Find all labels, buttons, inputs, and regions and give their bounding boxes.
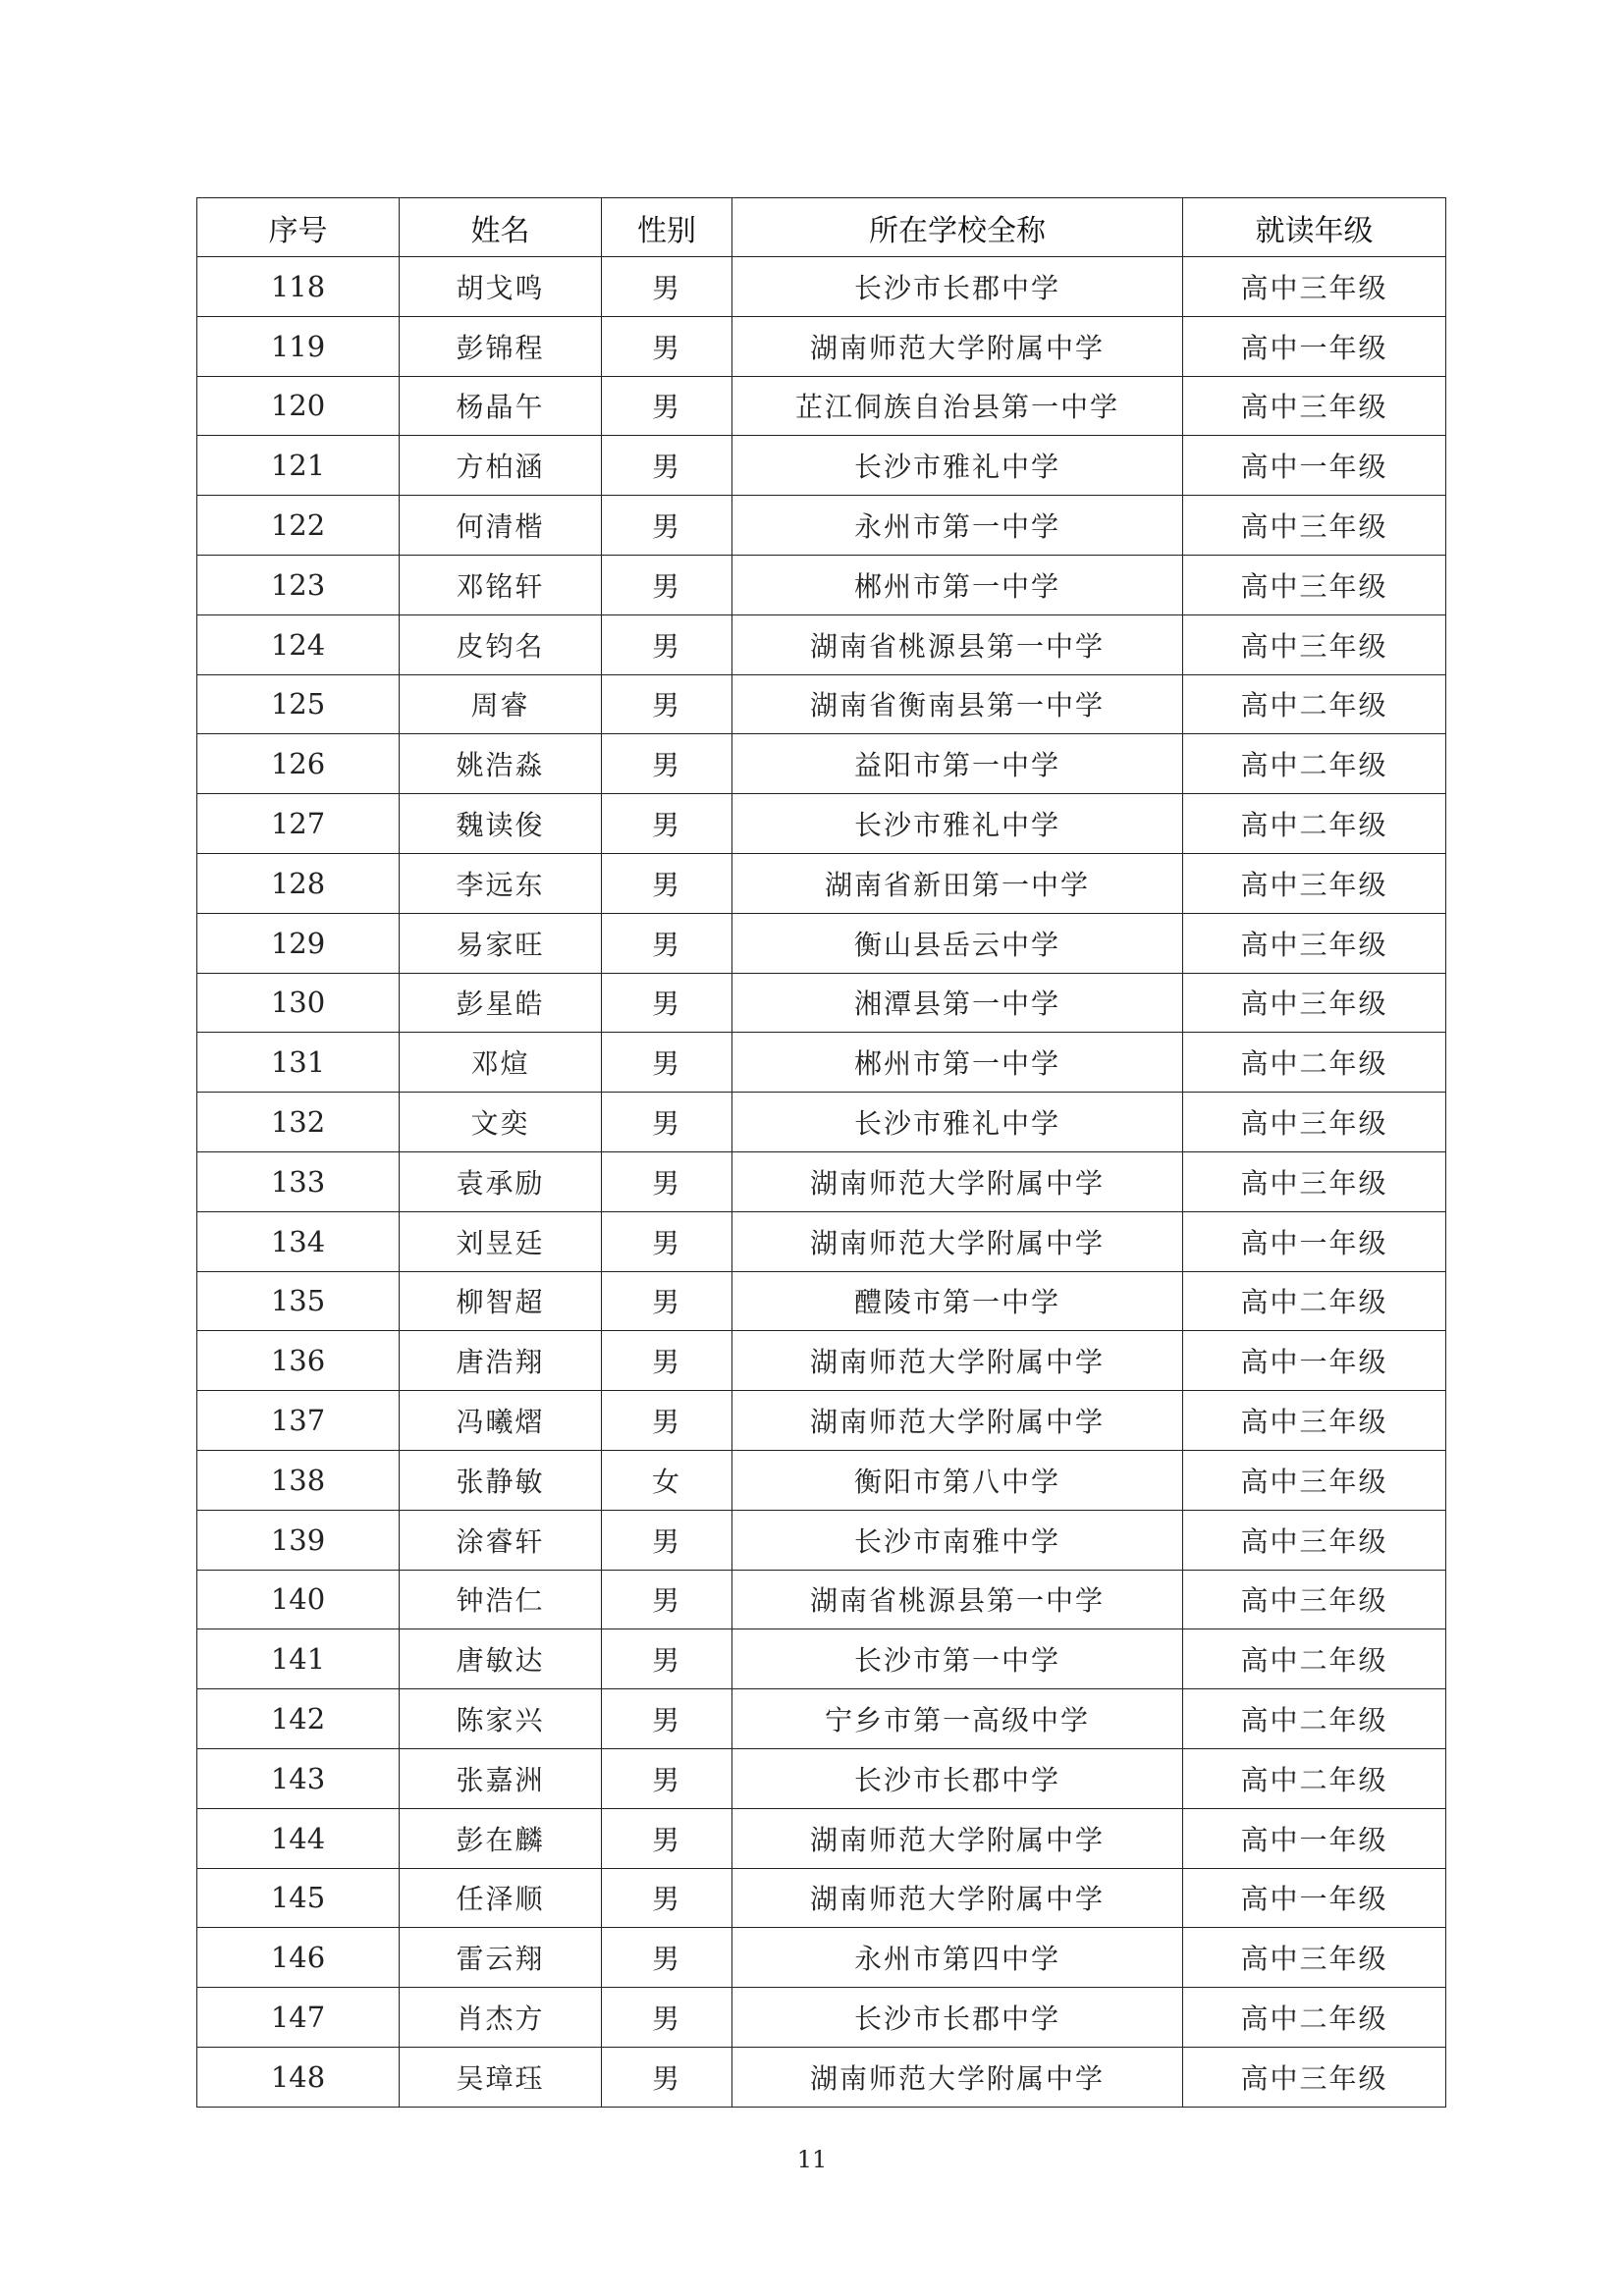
table-body	[197, 257, 1446, 2108]
cell-gender: 男	[602, 973, 732, 1033]
table-row	[197, 1928, 1446, 1988]
cell-serial-number: 136	[197, 1331, 400, 1391]
cell-name: 李远东	[400, 853, 602, 913]
table-row	[197, 1748, 1446, 1808]
student-roster-table	[196, 197, 1446, 2108]
cell-grade: 高中三年级	[1183, 614, 1446, 674]
cell-serial-number: 127	[197, 794, 400, 854]
cell-grade: 高中二年级	[1183, 674, 1446, 734]
table-row	[197, 555, 1446, 614]
table-row	[197, 1391, 1446, 1451]
cell-serial-number: 119	[197, 316, 400, 376]
cell-gender: 男	[602, 1510, 732, 1570]
cell-grade: 高中二年级	[1183, 1748, 1446, 1808]
cell-gender: 男	[602, 794, 732, 854]
cell-school: 湖南师范大学附属中学	[732, 1211, 1183, 1271]
cell-gender: 男	[602, 1033, 732, 1093]
table-row	[197, 913, 1446, 973]
cell-school: 芷江侗族自治县第一中学	[732, 376, 1183, 436]
cell-name: 任泽顺	[400, 1868, 602, 1928]
cell-serial-number: 146	[197, 1928, 400, 1988]
cell-school: 长沙市长郡中学	[732, 1748, 1183, 1808]
cell-name: 涂睿轩	[400, 1510, 602, 1570]
cell-gender: 男	[602, 614, 732, 674]
cell-school: 益阳市第一中学	[732, 734, 1183, 794]
cell-grade: 高中二年级	[1183, 1988, 1446, 2048]
cell-school: 湖南师范大学附属中学	[732, 1151, 1183, 1211]
cell-school: 湖南省衡南县第一中学	[732, 674, 1183, 734]
header-school: 所在学校全称	[732, 198, 1183, 257]
cell-serial-number: 121	[197, 436, 400, 496]
cell-school: 长沙市长郡中学	[732, 257, 1183, 317]
cell-name: 方柏涵	[400, 436, 602, 496]
page-number: 11	[796, 2146, 828, 2173]
cell-name: 吴璋珏	[400, 2047, 602, 2107]
cell-name: 何清楷	[400, 496, 602, 556]
table-row	[197, 853, 1446, 913]
table-row	[197, 1808, 1446, 1868]
cell-school: 宁乡市第一高级中学	[732, 1689, 1183, 1749]
cell-grade: 高中二年级	[1183, 1629, 1446, 1689]
cell-serial-number: 120	[197, 376, 400, 436]
cell-name: 皮钧名	[400, 614, 602, 674]
cell-serial-number: 143	[197, 1748, 400, 1808]
cell-school: 长沙市长郡中学	[732, 1988, 1183, 2048]
cell-name: 唐浩翔	[400, 1331, 602, 1391]
cell-grade: 高中一年级	[1183, 1868, 1446, 1928]
table-row	[197, 1093, 1446, 1152]
table-row	[197, 436, 1446, 496]
table-row	[197, 1988, 1446, 2048]
cell-name: 邓煊	[400, 1033, 602, 1093]
cell-grade: 高中三年级	[1183, 853, 1446, 913]
cell-serial-number: 126	[197, 734, 400, 794]
table-row	[197, 1271, 1446, 1331]
cell-gender: 女	[602, 1450, 732, 1510]
table-header-row	[197, 198, 1446, 257]
cell-serial-number: 132	[197, 1093, 400, 1152]
table-row	[197, 2047, 1446, 2107]
cell-serial-number: 125	[197, 674, 400, 734]
cell-gender: 男	[602, 1868, 732, 1928]
cell-gender: 男	[602, 1570, 732, 1629]
cell-serial-number: 123	[197, 555, 400, 614]
cell-grade: 高中三年级	[1183, 1151, 1446, 1211]
cell-name: 胡戈鸣	[400, 257, 602, 317]
cell-gender: 男	[602, 1093, 732, 1152]
cell-gender: 男	[602, 1151, 732, 1211]
cell-name: 钟浩仁	[400, 1570, 602, 1629]
cell-name: 邓铭轩	[400, 555, 602, 614]
cell-name: 姚浩淼	[400, 734, 602, 794]
cell-serial-number: 135	[197, 1271, 400, 1331]
cell-grade: 高中三年级	[1183, 1391, 1446, 1451]
cell-gender: 男	[602, 1689, 732, 1749]
cell-gender: 男	[602, 1331, 732, 1391]
cell-school: 湖南师范大学附属中学	[732, 1331, 1183, 1391]
cell-gender: 男	[602, 1271, 732, 1331]
table-row	[197, 1689, 1446, 1749]
cell-gender: 男	[602, 1748, 732, 1808]
cell-serial-number: 128	[197, 853, 400, 913]
cell-gender: 男	[602, 496, 732, 556]
header-grade: 就读年级	[1183, 198, 1446, 257]
cell-school: 长沙市雅礼中学	[732, 794, 1183, 854]
cell-gender: 男	[602, 555, 732, 614]
header-name: 姓名	[400, 198, 602, 257]
cell-school: 衡阳市第八中学	[732, 1450, 1183, 1510]
cell-gender: 男	[602, 913, 732, 973]
header-serial-number: 序号	[197, 198, 400, 257]
cell-name: 周睿	[400, 674, 602, 734]
cell-grade: 高中三年级	[1183, 1570, 1446, 1629]
cell-school: 永州市第一中学	[732, 496, 1183, 556]
cell-school: 湖南师范大学附属中学	[732, 2047, 1183, 2107]
table-row	[197, 1211, 1446, 1271]
cell-gender: 男	[602, 853, 732, 913]
cell-school: 湖南师范大学附属中学	[732, 1391, 1183, 1451]
cell-grade: 高中二年级	[1183, 794, 1446, 854]
cell-name: 肖杰方	[400, 1988, 602, 2048]
table-row	[197, 1868, 1446, 1928]
cell-gender: 男	[602, 2047, 732, 2107]
cell-serial-number: 118	[197, 257, 400, 317]
cell-name: 易家旺	[400, 913, 602, 973]
cell-serial-number: 142	[197, 1689, 400, 1749]
cell-school: 长沙市雅礼中学	[732, 436, 1183, 496]
cell-name: 雷云翔	[400, 1928, 602, 1988]
table-row	[197, 1450, 1446, 1510]
cell-serial-number: 145	[197, 1868, 400, 1928]
cell-name: 冯曦熠	[400, 1391, 602, 1451]
cell-serial-number: 138	[197, 1450, 400, 1510]
cell-school: 郴州市第一中学	[732, 555, 1183, 614]
cell-serial-number: 140	[197, 1570, 400, 1629]
cell-school: 长沙市第一中学	[732, 1629, 1183, 1689]
table-row	[197, 1510, 1446, 1570]
cell-grade: 高中二年级	[1183, 1689, 1446, 1749]
cell-name: 彭在麟	[400, 1808, 602, 1868]
cell-serial-number: 130	[197, 973, 400, 1033]
cell-name: 袁承励	[400, 1151, 602, 1211]
table-row	[197, 1033, 1446, 1093]
cell-gender: 男	[602, 734, 732, 794]
table-row	[197, 376, 1446, 436]
cell-grade: 高中三年级	[1183, 2047, 1446, 2107]
table-row	[197, 973, 1446, 1033]
cell-gender: 男	[602, 1808, 732, 1868]
cell-gender: 男	[602, 316, 732, 376]
cell-grade: 高中三年级	[1183, 555, 1446, 614]
cell-name: 文奕	[400, 1093, 602, 1152]
cell-name: 张静敏	[400, 1450, 602, 1510]
cell-serial-number: 124	[197, 614, 400, 674]
cell-school: 湖南省桃源县第一中学	[732, 1570, 1183, 1629]
cell-gender: 男	[602, 1391, 732, 1451]
cell-school: 衡山县岳云中学	[732, 913, 1183, 973]
cell-school: 长沙市雅礼中学	[732, 1093, 1183, 1152]
cell-name: 唐敏达	[400, 1629, 602, 1689]
cell-grade: 高中三年级	[1183, 913, 1446, 973]
cell-grade: 高中三年级	[1183, 1450, 1446, 1510]
cell-school: 湖南师范大学附属中学	[732, 1808, 1183, 1868]
cell-grade: 高中三年级	[1183, 257, 1446, 317]
cell-school: 长沙市南雅中学	[732, 1510, 1183, 1570]
table-row	[197, 496, 1446, 556]
cell-school: 醴陵市第一中学	[732, 1271, 1183, 1331]
cell-serial-number: 148	[197, 2047, 400, 2107]
cell-name: 杨晶午	[400, 376, 602, 436]
cell-name: 陈家兴	[400, 1689, 602, 1749]
cell-serial-number: 141	[197, 1629, 400, 1689]
cell-school: 湖南师范大学附属中学	[732, 1868, 1183, 1928]
cell-name: 魏读俊	[400, 794, 602, 854]
cell-name: 柳智超	[400, 1271, 602, 1331]
cell-gender: 男	[602, 257, 732, 317]
table-row	[197, 794, 1446, 854]
cell-gender: 男	[602, 1629, 732, 1689]
cell-grade: 高中三年级	[1183, 496, 1446, 556]
table-row	[197, 257, 1446, 317]
cell-gender: 男	[602, 436, 732, 496]
table-row	[197, 1570, 1446, 1629]
cell-grade: 高中三年级	[1183, 376, 1446, 436]
cell-name: 彭星皓	[400, 973, 602, 1033]
cell-gender: 男	[602, 1928, 732, 1988]
cell-grade: 高中二年级	[1183, 1033, 1446, 1093]
cell-gender: 男	[602, 674, 732, 734]
cell-gender: 男	[602, 376, 732, 436]
table-row	[197, 734, 1446, 794]
cell-school: 湘潭县第一中学	[732, 973, 1183, 1033]
cell-serial-number: 129	[197, 913, 400, 973]
cell-serial-number: 134	[197, 1211, 400, 1271]
cell-school: 郴州市第一中学	[732, 1033, 1183, 1093]
cell-grade: 高中三年级	[1183, 1093, 1446, 1152]
cell-serial-number: 137	[197, 1391, 400, 1451]
cell-school: 湖南省新田第一中学	[732, 853, 1183, 913]
cell-name: 彭锦程	[400, 316, 602, 376]
cell-name: 张嘉洲	[400, 1748, 602, 1808]
cell-serial-number: 144	[197, 1808, 400, 1868]
cell-serial-number: 131	[197, 1033, 400, 1093]
cell-school: 湖南省桃源县第一中学	[732, 614, 1183, 674]
table-row	[197, 1151, 1446, 1211]
cell-school: 永州市第四中学	[732, 1928, 1183, 1988]
table-row	[197, 674, 1446, 734]
cell-grade: 高中一年级	[1183, 1331, 1446, 1391]
cell-serial-number: 147	[197, 1988, 400, 2048]
cell-grade: 高中一年级	[1183, 1808, 1446, 1868]
cell-grade: 高中一年级	[1183, 436, 1446, 496]
cell-serial-number: 122	[197, 496, 400, 556]
cell-grade: 高中二年级	[1183, 734, 1446, 794]
cell-grade: 高中三年级	[1183, 1510, 1446, 1570]
cell-grade: 高中一年级	[1183, 316, 1446, 376]
cell-grade: 高中一年级	[1183, 1211, 1446, 1271]
table-row	[197, 316, 1446, 376]
cell-grade: 高中二年级	[1183, 1271, 1446, 1331]
cell-gender: 男	[602, 1988, 732, 2048]
cell-grade: 高中三年级	[1183, 973, 1446, 1033]
cell-gender: 男	[602, 1211, 732, 1271]
cell-serial-number: 139	[197, 1510, 400, 1570]
table-row	[197, 1629, 1446, 1689]
cell-serial-number: 133	[197, 1151, 400, 1211]
table-row	[197, 614, 1446, 674]
cell-school: 湖南师范大学附属中学	[732, 316, 1183, 376]
header-gender: 性别	[602, 198, 732, 257]
table-row	[197, 1331, 1446, 1391]
cell-grade: 高中三年级	[1183, 1928, 1446, 1988]
cell-name: 刘昱廷	[400, 1211, 602, 1271]
